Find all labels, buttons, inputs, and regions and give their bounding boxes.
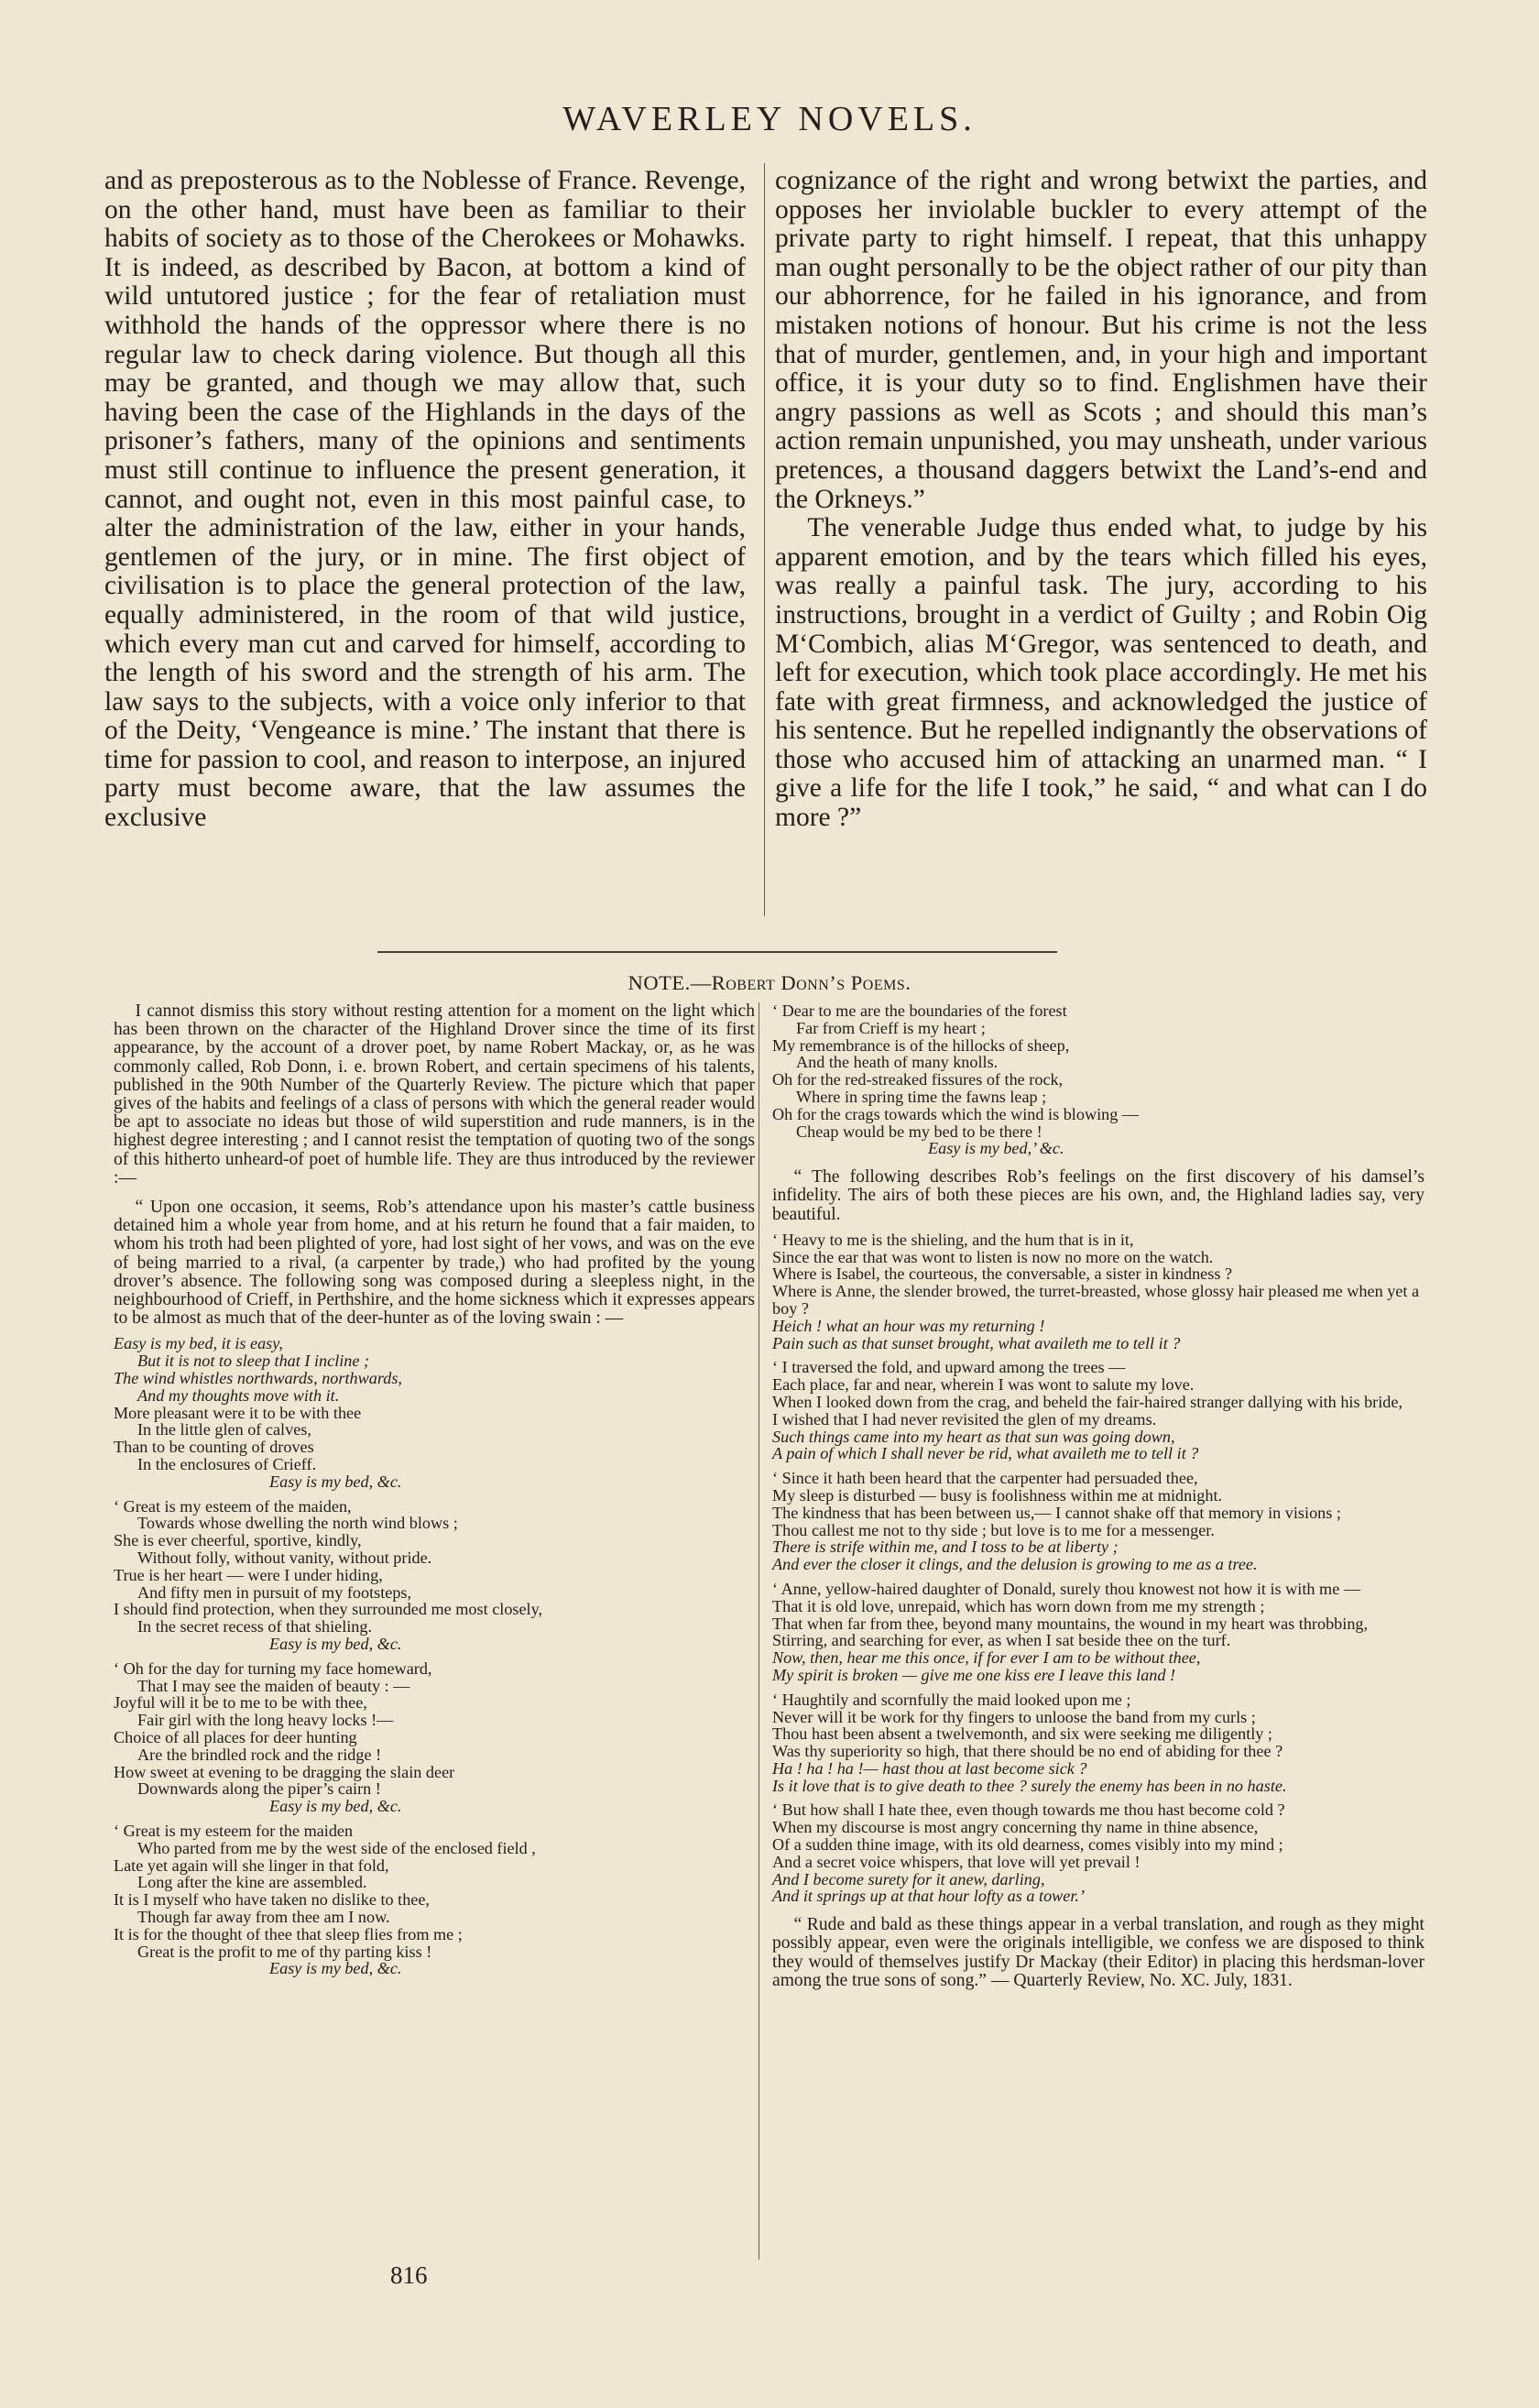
poem-line: Oh for the red-streaked fissures of the rock,	[772, 1070, 1064, 1089]
poem-stanza-4	[114, 1822, 755, 1977]
poem-stanza-5	[772, 1002, 1424, 1157]
main-text-left-column	[104, 167, 746, 833]
poem-line: Where in spring time the fawns leap ;	[796, 1087, 1047, 1106]
poem-line: And I become surety for it anew, darling,	[772, 1869, 1045, 1888]
poem-line: Now, then, hear me this once, if for ever I am to be without thee,	[772, 1648, 1201, 1668]
song-stanza-4	[772, 1581, 1424, 1684]
poem-line: ‘ Haughtily and scornfully the maid looked upon me ;	[772, 1690, 1131, 1709]
poem-line: I wished that I had never revisited the glen of my dreams.	[772, 1409, 1157, 1428]
poem-line: Where is Anne, the slender browed, the turret-breasted, whose glossy hair pleased me when yet a boy ?	[772, 1282, 1420, 1318]
poem-line: Joyful will it be to me to be with thee,	[114, 1693, 367, 1713]
paragraph: The venerable Judge thus ended what, to judge by his apparent emotion, and by the tears which filled his eyes, was really a painful task. The jury, according to his instructions, brought in a verdict of Guilty ; and Robin Oig M‘Combich, alias M‘Gregor, was sentenced to death, and left for execution, which took place accordingly. He met his fate with great firmness, and acknowledged the justice of his sentence. But he repelled indignantly the observations of those who accused him of attacking an unarmed man. “ I give a life for the life I took,” he said, “ and what can I do more ?”	[775, 513, 1427, 833]
poem-line: ‘ But how shall I hate thee, even though towards me thou hast become cold ?	[772, 1801, 1285, 1820]
poem-line: Of a sudden thine image, with its old dearness, comes visibly into my mind ;	[772, 1835, 1283, 1855]
poem-line: I should find protection, when they surrounded me most closely,	[114, 1600, 543, 1619]
poem-line: Was thy superiority so high, that there should be no end of abiding for thee ?	[772, 1742, 1283, 1761]
poem-line: ‘ I traversed the fold, and upward among the trees —	[772, 1358, 1126, 1377]
poem-line: That when far from thee, beyond many mountains, the wound in my heart was throbbing,	[772, 1614, 1369, 1633]
poem-line: She is ever cheerful, sportive, kindly,	[114, 1531, 362, 1550]
poem-line: Thou callest me not to thy side ; but love is to me for a messenger.	[772, 1520, 1215, 1539]
poem-line: ‘ Anne, yellow-haired daughter of Donald, surely thou knowest not how it is with me —	[772, 1579, 1361, 1598]
paragraph: cognizance of the right and wrong betwixt the parties, and opposes her inviolable buckler to every attempt of the private party to right himself. I repeat, that this unhappy man ought personally to be the object rather of our pity than our abhorrence, for he failed in his ignorance, and from mistaken notions of honour. But his crime is not the less that of murder, gentlemen, and, in your high and important office, it is your duty so to find. Englishmen have their angry passions as well as Scots ; and should this man’s action remain unpunished, you may unsheath, under various pretences, a thousand daggers betwixt the Land’s-end and the Orkneys.”	[775, 166, 1427, 514]
poem-line: Easy is my bed, &c.	[269, 1797, 402, 1816]
poem-line: Never will it be work for thy fingers to unloose the band from my curls ;	[772, 1707, 1256, 1726]
poem-line: Easy is my bed,’ &c.	[928, 1139, 1064, 1158]
poem-line: My sleep is disturbed — busy is foolishness within me at midnight.	[772, 1485, 1223, 1505]
poem-line: ‘ Great is my esteem of the maiden,	[114, 1496, 352, 1516]
note-right-column	[772, 1002, 1424, 1990]
poem-line: And it springs up at that hour lofty as a tower.’	[772, 1887, 1086, 1906]
poem-line: Fair girl with the long heavy locks !—	[137, 1711, 394, 1730]
poem-line: My remembrance is of the hillocks of sheep,	[772, 1035, 1070, 1055]
reviewer-quote: “ Upon one occasion, it seems, Rob’s attendance upon his master’s cattle business detained him a whole year from home, and at his return he found that a fair maiden, to whom his troth had been plighted of yore, had lost sight of her vows, and was on the eve of being married to a rival, (a carpenter by trade,) who had profited by the young drover’s absence. The following song was composed during a sleepless night, in the neighbourhood of Crieff, in Perthshire, and the home sickness which it expresses appears to be almost as much that of the deer-hunter as of the loving swain : —	[114, 1198, 755, 1329]
poem-line: Though far away from thee am I now.	[137, 1907, 390, 1926]
song-stanza-1	[772, 1231, 1424, 1352]
poem-line: How sweet at evening to be dragging the slain deer	[114, 1762, 455, 1781]
poem-line: That I may see the maiden of beauty : —	[137, 1676, 410, 1695]
note-left-column	[114, 1002, 755, 1977]
running-head: WAVERLEY NOVELS.	[562, 100, 977, 138]
poem-line: Far from Crieff is my heart ;	[796, 1018, 986, 1037]
poem-line: Choice of all places for deer hunting	[114, 1727, 357, 1746]
poem-line: Late yet again will she linger in that fold,	[114, 1855, 389, 1875]
second-song-intro: “ The following describes Rob’s feelings on the first discovery of his damsel’s infidelity. The airs of both these pieces are his own, and, the Highland ladies say, very beautiful.	[772, 1167, 1424, 1224]
poem-line: ‘ Since it hath been heard that the carpenter had persuaded thee,	[772, 1469, 1198, 1488]
poem-line: There is strife within me, and I toss to be at liberty ;	[772, 1538, 1119, 1557]
poem-line: And a secret voice whispers, that love will yet prevail !	[772, 1852, 1141, 1871]
poem-line: Heich ! what an hour was my returning !	[772, 1316, 1045, 1335]
poem-line: Easy is my bed, &c.	[269, 1959, 402, 1978]
poem-line: Such things came into my heart as that sun was going down,	[772, 1427, 1175, 1446]
song-stanza-3	[772, 1470, 1424, 1573]
poem-line: Without folly, without vanity, without pride.	[137, 1549, 432, 1568]
poem-line: In the little glen of calves,	[137, 1420, 311, 1439]
note-intro: I cannot dismiss this story without resting attention for a moment on the light which has been thrown on the character of the Highland Drover since the time of its first appearance, by the account of a drover poet, by name Robert Mackay, or, as he was commonly called, Rob Donn, i. e. brown Robert, and certain specimens of his talents, published in the 90th Number of the Quarterly Review. The picture which that paper gives of the habits and feelings of a class of persons with which the general reader would be apt to associate no ideas but those of wild superstition and rude manners, is in the highest degree interesting ; and I cannot resist the temptation of quoting two of the songs of this hitherto unheard-of poet of humble life. They are thus introduced by the reviewer :—	[114, 1002, 755, 1188]
poem-line: When I looked down from the crag, and beheld the fair-haired stranger dallying with his bride,	[772, 1392, 1403, 1411]
poem-line: Easy is my bed, &c.	[269, 1635, 402, 1653]
poem-line: Easy is my bed, &c.	[269, 1472, 402, 1491]
poem-line: Long after the kine are assembled.	[137, 1873, 367, 1892]
poem-line: And the heath of many knolls.	[796, 1053, 999, 1072]
poem-line: Pain such as that sunset brought, what availeth me to tell it ?	[772, 1333, 1181, 1352]
poem-line: Oh for the crags towards which the wind is blowing —	[772, 1104, 1140, 1123]
poem-line: And my thoughts move with it.	[137, 1385, 340, 1405]
paragraph: and as preposterous as to the Noblesse of France. Revenge, on the other hand, must have been as familiar to their habits of society as to those of the Cherokees or Mohawks. It is indeed, as described by Bacon, at bottom a kind of wild untutored justice ; for the fear of retaliation must withhold the hands of the oppressor where there is no regular law to check daring violence. But though all this may be granted, and though we may allow that, such having been the case of the Highlands in the days of the prisoner’s fathers, many of the opinions and sentiments must still continue to influence the present generation, it cannot, and ought not, even in this most painful case, to alter the administration of the law, either in your hands, gentlemen of the jury, or in mine. The first object of civilisation is to place the general protection of the law, equally administered, in the room of that wild justice, which every man cut and carved for himself, according to the length of his sword and the strength of his arm. The law says to the subjects, with a voice only inferior to that of the Deity, ‘Vengeance is mine.’ The instant that there is time for passion to cool, and reason to interpose, an injured party must become aware, that the law assumes the exclusive	[104, 166, 746, 833]
poem-stanza-3	[114, 1660, 755, 1815]
poem-line: ‘ Heavy to me is the shieling, and the hum that is in it,	[772, 1230, 1134, 1249]
poem-line: Who parted from me by the west side of the enclosed field ,	[137, 1838, 536, 1857]
poem-line: In the enclosures of Crieff.	[137, 1455, 317, 1474]
note-conclusion: “ Rude and bald as these things appear in a verbal translation, and rough as they might possibly appear, even were the originals intelligible, we confess we are disposed to think they would of themselves justify Dr Mackay (their Editor) in placing this herdsman-lover among the true sons of song.” — Quarterly Review, No. XC. July, 1831.	[772, 1915, 1424, 1990]
page-number: 816	[390, 2261, 428, 2289]
poem-line: Towards whose dwelling the north wind blows ;	[137, 1514, 458, 1533]
poem-line: Is it love that is to give death to thee ? surely the enemy has been in no haste.	[772, 1776, 1287, 1795]
note-title-name: Robert Donn’s Poems.	[711, 971, 911, 994]
song-stanza-6	[772, 1801, 1424, 1905]
poem-line: And ever the closer it clings, and the delusion is growing to me as a tree.	[772, 1555, 1258, 1574]
poem-line: More pleasant were it to be with thee	[114, 1403, 362, 1422]
poem-line: When my discourse is most angry concerning thy name in thine absence,	[772, 1818, 1259, 1837]
main-text-right-column	[775, 167, 1427, 833]
poem-line: Ha ! ha ! ha !— hast thou at last become sick ?	[772, 1758, 1087, 1778]
poem-line: ‘ Great is my esteem for the maiden	[114, 1821, 354, 1840]
poem-line: The kindness that has been between us,— I cannot shake off that memory in visions ;	[772, 1503, 1341, 1522]
poem-line: And fifty men in pursuit of my footsteps,	[137, 1582, 412, 1602]
poem-line: Each place, far and near, wherein I was wont to salute my love.	[772, 1375, 1195, 1395]
poem-line: Stirring, and searching for ever, as when I sat beside thee on the turf.	[772, 1631, 1231, 1650]
song-stanza-5	[772, 1691, 1424, 1795]
poem-line: ‘ Oh for the day for turning my face homeward,	[114, 1658, 432, 1678]
poem-line: Easy is my bed, it is easy,	[114, 1334, 283, 1353]
poem-line: A pain of which I shall never be rid, what availeth me to tell it ?	[772, 1444, 1199, 1463]
poem-line: Great is the profit to me of thy parting kiss !	[137, 1942, 432, 1961]
section-divider	[377, 951, 1057, 953]
poem-stanza-2	[114, 1498, 755, 1653]
note-title	[0, 971, 1539, 995]
poem-line: True is her heart — were I under hiding,	[114, 1565, 383, 1584]
poem-line: Than to be counting of droves	[114, 1438, 314, 1457]
poem-stanza-1	[114, 1335, 755, 1490]
column-divider	[764, 163, 765, 916]
poem-line: Where is Isabel, the courteous, the conversable, a sister in kindness ?	[772, 1264, 1233, 1284]
note-title-prefix: NOTE.—	[628, 971, 712, 994]
poem-line: The wind whistles northwards, northwards,	[114, 1369, 402, 1388]
poem-line: Thou hast been absent a twelvemonth, and six were seeking me diligently ;	[772, 1724, 1272, 1744]
poem-line: Are the brindled rock and the ridge !	[137, 1745, 382, 1764]
poem-line: Since the ear that was wont to listen is now no more on the watch.	[772, 1247, 1214, 1266]
poem-line: But it is not to sleep that I incline ;	[137, 1352, 370, 1371]
poem-line: In the secret recess of that shieling.	[137, 1617, 373, 1636]
poem-line: ‘ Dear to me are the boundaries of the forest	[772, 1002, 1067, 1020]
poem-line: It is for the thought of thee that sleep flies from me ;	[114, 1924, 463, 1943]
poem-line: That it is old love, unrepaid, which has worn down from me my strength ;	[772, 1596, 1265, 1615]
poem-line: Downwards along the piper’s cairn !	[137, 1779, 381, 1799]
poem-line: Cheap would be my bed to be there !	[796, 1122, 1042, 1141]
poem-line: My spirit is broken — give me one kiss ere I leave this land !	[772, 1665, 1176, 1684]
poem-line: It is I myself who have taken no dislike to thee,	[114, 1890, 430, 1910]
song-stanza-2	[772, 1359, 1424, 1462]
